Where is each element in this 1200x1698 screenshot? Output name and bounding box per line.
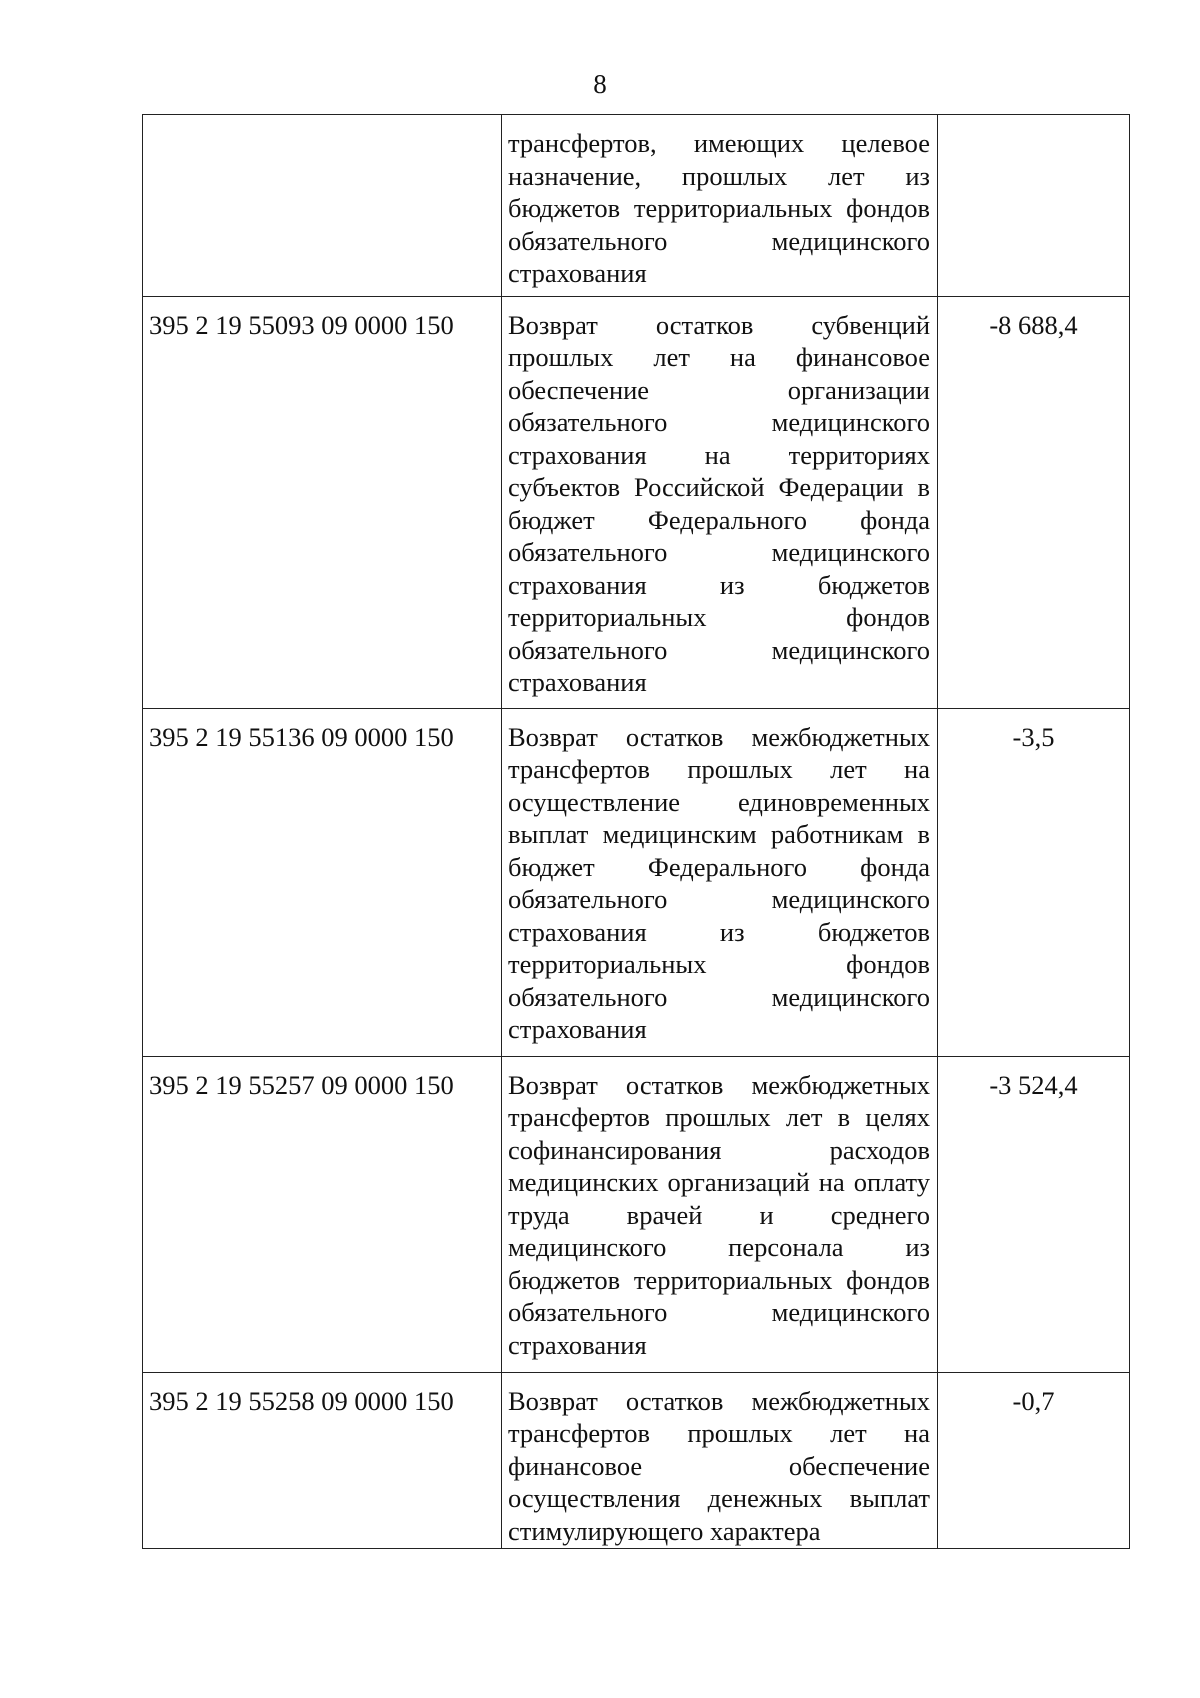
- row-code: 395 2 19 55093 09 0000 150: [143, 296, 502, 708]
- row-description: Возврат остатков межбюджетных трансфертов прошлых лет на финансовое обеспечение осуществления денежных выплат стимулирующего характера: [502, 1372, 938, 1548]
- row-code: 395 2 19 55136 09 0000 150: [143, 708, 502, 1056]
- row-description: трансфертов, имеющих целевое назначение, прошлых лет из бюджетов территориальных фондов обязательного медицинского страхования: [502, 115, 938, 297]
- row-code: 395 2 19 55257 09 0000 150: [143, 1056, 502, 1372]
- row-description: Возврат остатков субвенций прошлых лет на финансовое обеспечение организации обязательного медицинского страхования на территориях субъектов Российской Федерации в бюджет Федерального фонда обязательного медицинского страхования из бюджетов территориальных фондов обязательного медицинского страхования: [502, 296, 938, 708]
- table-row: [143, 115, 1130, 297]
- row-value: -0,7: [938, 1372, 1130, 1548]
- table-row: [143, 296, 1130, 708]
- budget-table: [142, 114, 1130, 1549]
- row-code: [143, 115, 502, 297]
- table-row: [143, 1372, 1130, 1548]
- row-value: -3,5: [938, 708, 1130, 1056]
- row-value: -3 524,4: [938, 1056, 1130, 1372]
- row-value: [938, 115, 1130, 297]
- row-code: 395 2 19 55258 09 0000 150: [143, 1372, 502, 1548]
- row-description: Возврат остатков межбюджетных трансфертов прошлых лет в целях софинансирования расходов медицинских организаций на оплату труда врачей и среднего медицинского персонала из бюджетов территориальных фондов обязательного медицинского страхования: [502, 1056, 938, 1372]
- row-description: Возврат остатков межбюджетных трансфертов прошлых лет на осуществление единовременных выплат медицинским работникам в бюджет Федерального фонда обязательного медицинского страхования из бюджетов территориальных фондов обязательного медицинского страхования: [502, 708, 938, 1056]
- table-row: [143, 708, 1130, 1056]
- table-row: [143, 1056, 1130, 1372]
- row-value: -8 688,4: [938, 296, 1130, 708]
- page-number: 8: [593, 69, 607, 99]
